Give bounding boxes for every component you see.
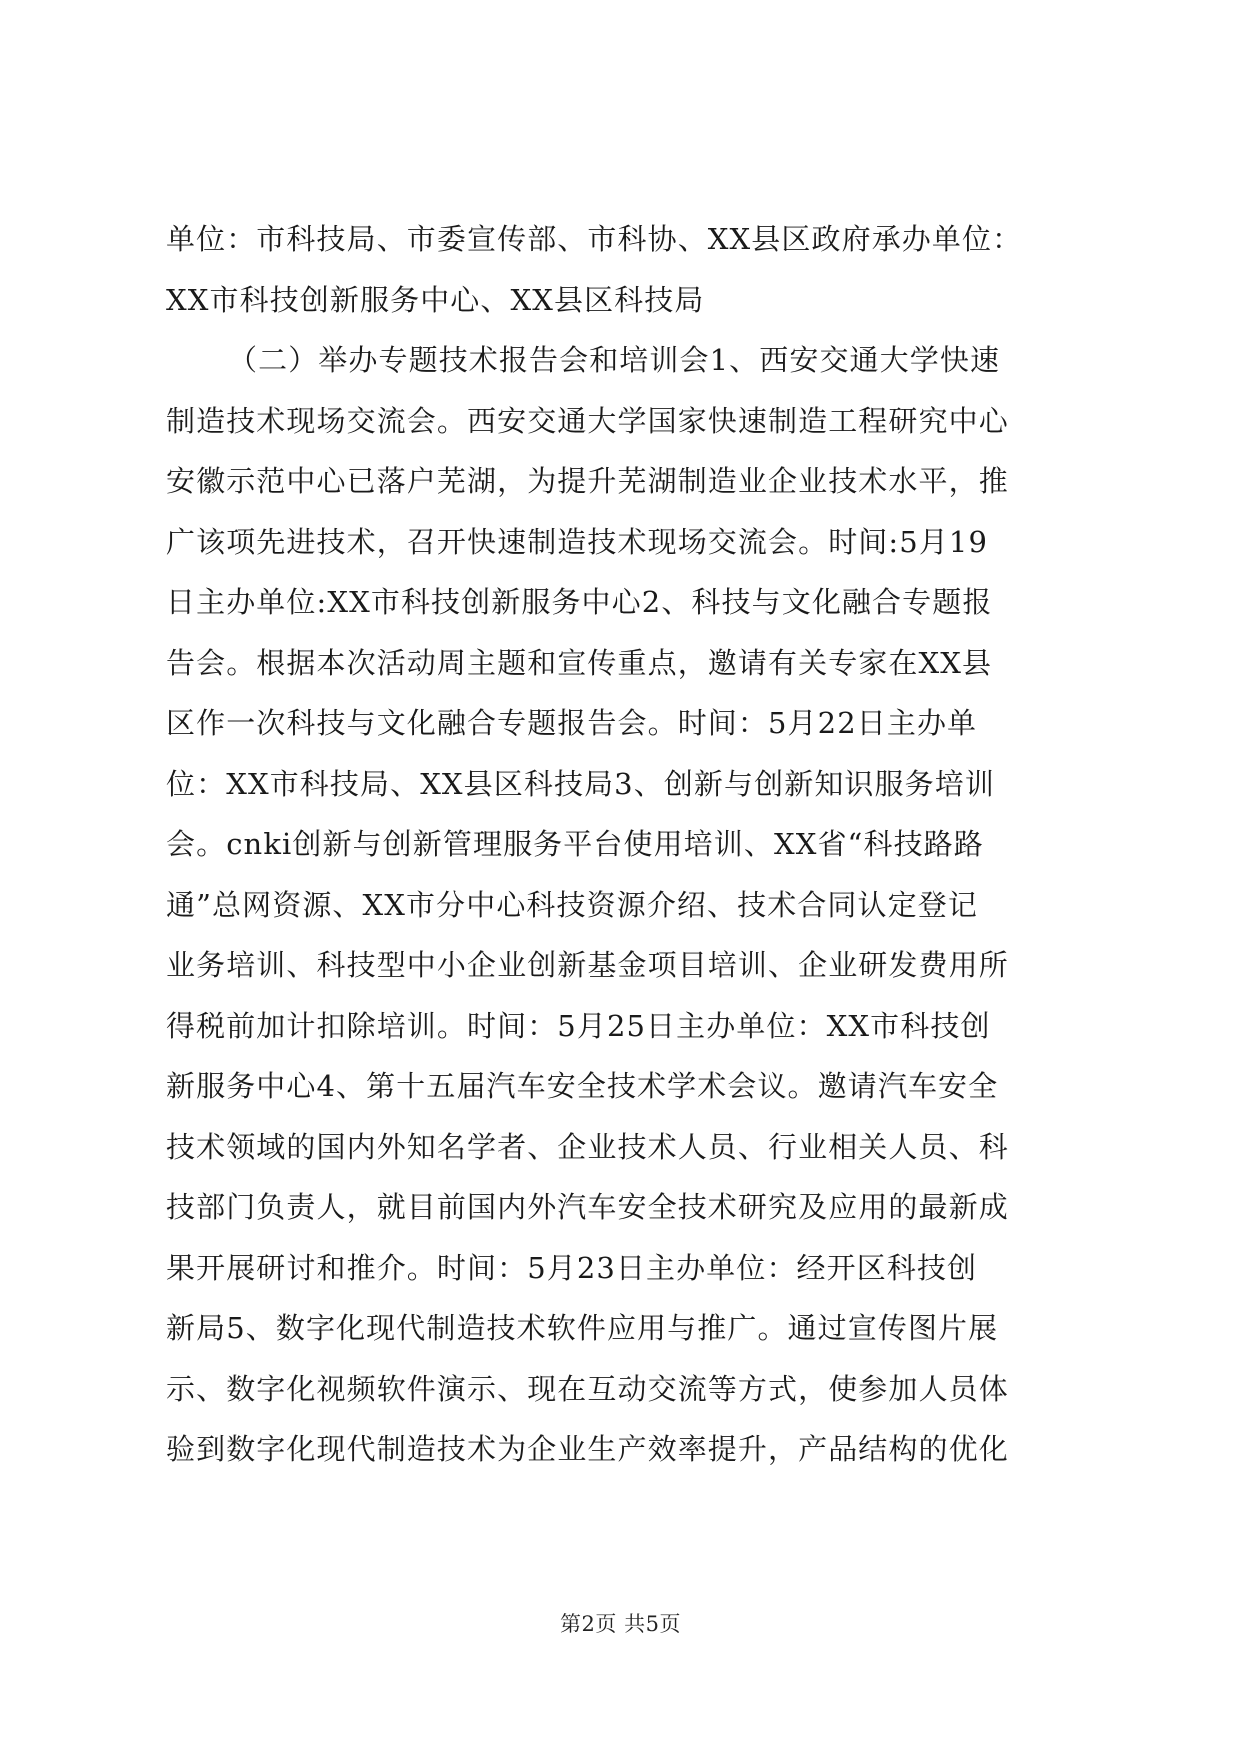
text-line: 得税前加计扣除培训。时间：5月25日主办单位：XX市科技创 (166, 1008, 991, 1043)
text-line: XX市科技创新服务中心、XX县区科技局 (166, 282, 705, 317)
text-line: 新局5、数字化现代制造技术软件应用与推广。通过宣传图片展 (166, 1311, 999, 1345)
text-line: 新服务中心4、第十五届汽车安全技术学术会议。邀请汽车安全 (166, 1069, 999, 1103)
text-line: 通”总网资源、XX市分中心科技资源介绍、技术合同认定登记 (166, 887, 978, 922)
text-line: 果开展研讨和推介。时间：5月23日主办单位：经开区科技创 (166, 1250, 978, 1285)
text-line: 日主办单位:XX市科技创新服务中心2、科技与文化融合专题报 (166, 585, 993, 619)
text-line: （二）举办专题技术报告会和培训会1、西安交通大学快速 (228, 343, 1001, 377)
text-line: 验到数字化现代制造技术为企业生产效率提升，产品结构的优化 (166, 1432, 1009, 1466)
text-line: 技部门负责人，就目前国内外汽车安全技术研究及应用的最新成 (166, 1190, 1009, 1224)
text-line: 单位：市科技局、市委宣传部、市科协、XX县区政府承办单位： (166, 222, 1023, 256)
text-line: 区作一次科技与文化融合专题报告会。时间：5月22日主办单 (166, 706, 978, 740)
text-line: 告会。根据本次活动周主题和宣传重点，邀请有关专家在XX县 (166, 645, 993, 680)
text-line: 位：XX市科技局、XX县区科技局3、创新与创新知识服务培训 (166, 766, 995, 801)
page-number-footer: 第2页 共5页 (560, 1612, 681, 1636)
text-line: 业务培训、科技型中小企业创新基金项目培训、企业研发费用所 (166, 948, 1009, 982)
text-line: 安徽示范中心已落户芜湖，为提升芜湖制造业企业技术水平，推 (166, 464, 1009, 498)
text-line: 制造技术现场交流会。西安交通大学国家快速制造工程研究中心 (166, 403, 1009, 438)
text-line: 会。cnki创新与创新管理服务平台使用培训、XX省“科技路路 (166, 827, 984, 861)
text-line: 广该项先进技术，召开快速制造技术现场交流会。时间:5月19 (166, 524, 989, 559)
body-text (166, 209, 1078, 1480)
text-line: 示、数字化视频软件演示、现在互动交流等方式，使参加人员体 (166, 1371, 1009, 1406)
text-line: 技术领域的国内外知名学者、企业技术人员、行业相关人员、科 (166, 1129, 1009, 1164)
